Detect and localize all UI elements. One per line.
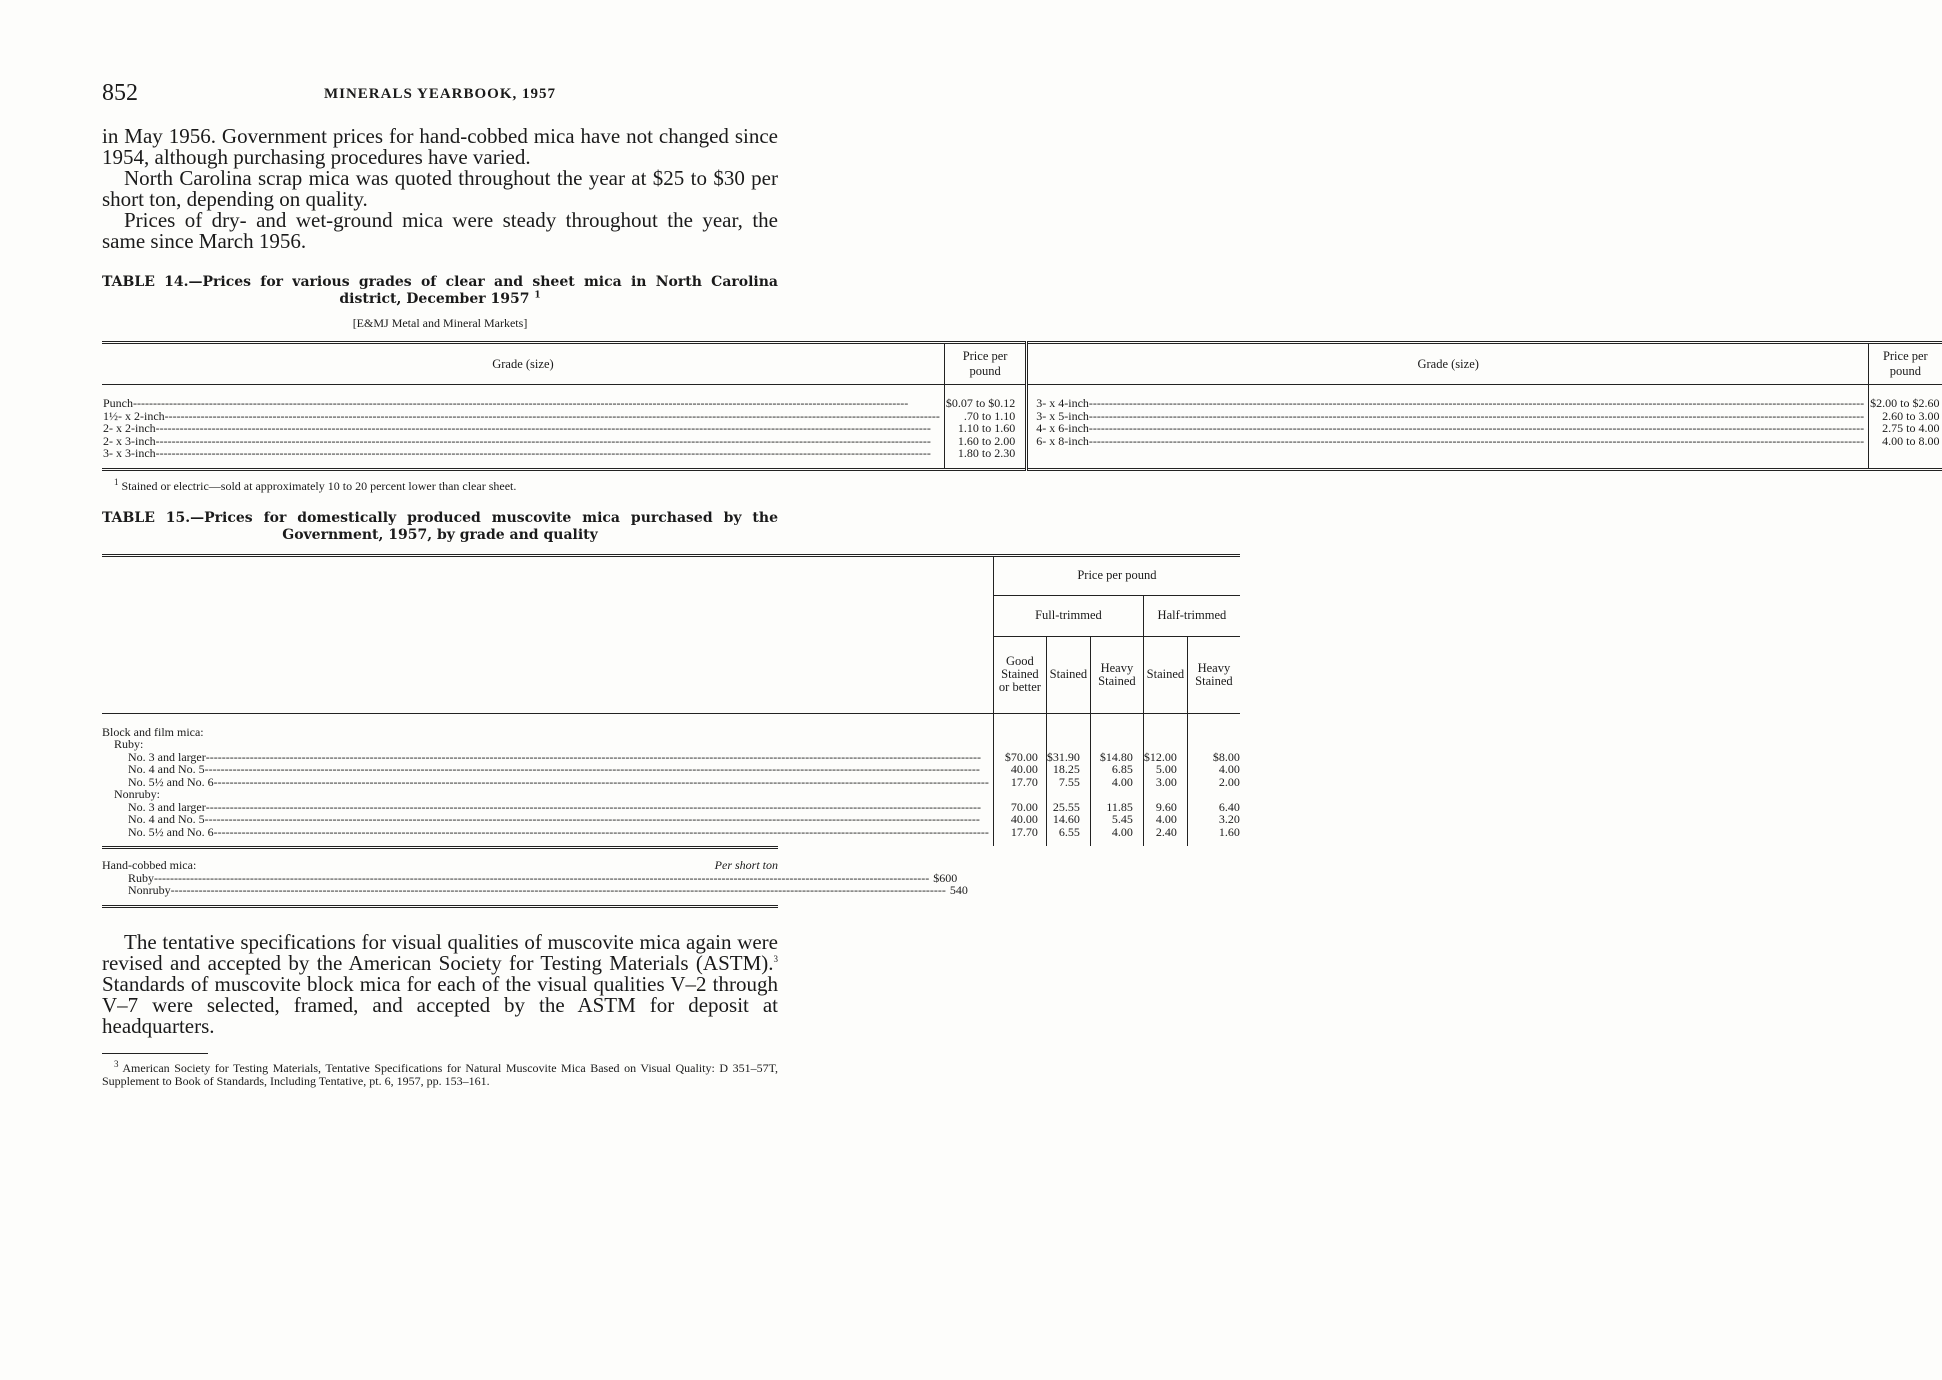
table14-right-prices	[1869, 385, 1942, 470]
table-row: 4- x 6-inch -----	[1036, 422, 1864, 435]
table15-caption	[102, 510, 778, 544]
paragraph-2: North Carolina scrap mica was quoted throughout the year at $25 to $30 per short ton, depending on quality.	[102, 166, 778, 211]
table15-values-col-4: $12.00 5.00 3.00 9.60 4.00 2.40	[1143, 713, 1187, 846]
journal-title: MINERALS YEARBOOK, 1957	[323, 86, 557, 102]
page-number: 852	[102, 80, 138, 106]
table15-stub-header	[102, 555, 993, 713]
table-row: 3- x 3-inch -----	[103, 447, 940, 460]
table-row: 1½- x 2-inch -----	[103, 410, 940, 423]
table-cell: 1.60 to 2.00	[957, 433, 1016, 448]
table-cell: .70 to 1.10	[963, 408, 1016, 423]
table14-footnote-mark: 1	[114, 476, 119, 487]
table-row: 3- x 5-inch -----	[1036, 410, 1864, 423]
table15-hand-cobbed	[102, 846, 968, 908]
table15-col-good-stained: Good Stained or better	[993, 636, 1046, 713]
table-row: 2- x 3-inch -----	[103, 435, 940, 448]
table-cell: 1.80 to 2.30	[957, 446, 1016, 460]
table-row: No. 4 and No. 5 -----	[102, 763, 989, 776]
paragraph-1: in May 1956. Government prices for hand-cobbed mica have not changed since 1954, although purchasing procedures have varied.	[102, 124, 778, 169]
table14-footnote-text: Stained or electric—sold at approximately 10 to 20 percent lower than clear sheet.	[121, 478, 517, 493]
table15-full-trimmed-header: Full-trimmed	[993, 595, 1143, 636]
table14-left-prices	[944, 385, 1026, 470]
table15-values-col-2: $31.90 18.25 7.55 25.55 14.60 6.55	[1046, 713, 1090, 846]
table15-group-ruby: Ruby:	[114, 737, 144, 751]
table14-right-grades	[1027, 385, 1869, 470]
table15-caption-lead: TABLE 15.—Prices for domestically produced muscovite mica purchased by the	[102, 509, 778, 526]
table15-col-full-heavy-stained: Heavy Stained	[1090, 636, 1143, 713]
table-row: No. 3 and larger -----	[102, 801, 989, 814]
table14-col-price-left: Price per pound	[944, 343, 1026, 385]
footnote-rule	[102, 1053, 208, 1054]
table14-left-grades	[102, 385, 944, 470]
hand-cobbed-header	[102, 859, 778, 872]
table-cell: $2.00 to $2.60	[1870, 396, 1940, 410]
table-row: Ruby ----- $600	[102, 872, 778, 885]
table-row: No. 5½ and No. 6 -----	[102, 776, 989, 789]
table14-source: [E&MJ Metal and Mineral Markets]	[352, 316, 528, 330]
table14-col-grade-right: Grade (size)	[1027, 343, 1869, 385]
table-row: No. 4 and No. 5 -----	[102, 813, 989, 826]
table15-caption-rest: Government, 1957, by grade and quality	[282, 526, 598, 543]
table-cell: 2.75 to 4.00	[1882, 421, 1940, 435]
table14-col-grade-left: Grade (size)	[102, 343, 944, 385]
table15-col-full-stained: Stained	[1046, 636, 1090, 713]
table15-col-half-stained: Stained	[1143, 636, 1187, 713]
table14-caption-rest: district, December 1957	[339, 291, 530, 307]
running-header	[102, 78, 778, 110]
table15-half-trimmed-header: Half-trimmed	[1143, 595, 1240, 636]
table-row: No. 5½ and No. 6 -----	[102, 826, 989, 839]
table15-values-col-3: $14.80 6.85 4.00 11.85 5.45 4.00	[1090, 713, 1143, 846]
table14-caption	[102, 274, 778, 308]
table-row: 6- x 8-inch -----	[1036, 435, 1864, 448]
table15-price-header: Price per pound	[993, 555, 1240, 595]
table14-footnote	[114, 476, 778, 494]
table-cell: 1.10 to 1.60	[957, 421, 1016, 435]
table14-caption-footnote-mark: 1	[534, 290, 541, 301]
table15-section-label: Block and film mica:	[102, 724, 204, 739]
hand-cobbed-unit: Per short ton	[714, 858, 778, 872]
table15-group-nonruby: Nonruby:	[114, 787, 160, 801]
table-row: Punch -----	[103, 397, 940, 410]
table14-col-price-right: Price per pound	[1869, 343, 1942, 385]
page	[102, 78, 1940, 1088]
table-cell: 4.00 to 8.00	[1882, 433, 1940, 448]
table15-values-col-5: $8.00 4.00 2.00 6.40 3.20 1.60	[1187, 713, 1240, 846]
table-cell: $0.07 to $0.12	[945, 396, 1016, 410]
closing-paragraph: The tentative specifications for visual qualities of muscovite mica again were revised and accepted by the American Society for Testing Materials (ASTM).$^3$ Standards of muscovite block mica for each of the visual qualities V–2 through V–7 were selected, framed, and accepted by the ASTM for deposit at headquarters.	[102, 929, 778, 1038]
table15-col-half-heavy-stained: Heavy Stained	[1187, 636, 1240, 713]
table-row: 2- x 2-inch -----	[103, 422, 940, 435]
footnote-3	[102, 1058, 779, 1088]
table14-caption-lead: TABLE 14.—Prices for various grades of clear and sheet mica in North Carolina	[102, 274, 778, 290]
closing-footnote-mark: 3	[773, 953, 778, 964]
table14	[102, 341, 1942, 471]
table15-stub	[102, 713, 993, 846]
table-cell: 2.60 to 3.00	[1882, 408, 1940, 423]
table15	[102, 554, 1240, 847]
footnote-3-text: American Society for Testing Materials, Tentative Specifications for Natural Muscovite Mica Based on Visual Quality: D 351–57T, Supplement to Book of Standards, Including Tentative, pt. 6, 1957, pp. 153–161.	[102, 1060, 779, 1088]
footnote-3-mark: 3	[114, 1058, 119, 1069]
hand-cobbed-label: Hand-cobbed mica:	[102, 858, 197, 872]
table-row: No. 3 and larger -----	[102, 751, 989, 764]
paragraph-3: Prices of dry- and wet-ground mica were steady throughout the year, the same since March 1956.	[102, 208, 778, 253]
table-row: Nonruby ----- 540	[102, 884, 778, 897]
table-row: 3- x 4-inch -----	[1036, 397, 1864, 410]
table15-values-col-1: $70.00 40.00 17.70 70.00 40.00 17.70	[993, 713, 1046, 846]
